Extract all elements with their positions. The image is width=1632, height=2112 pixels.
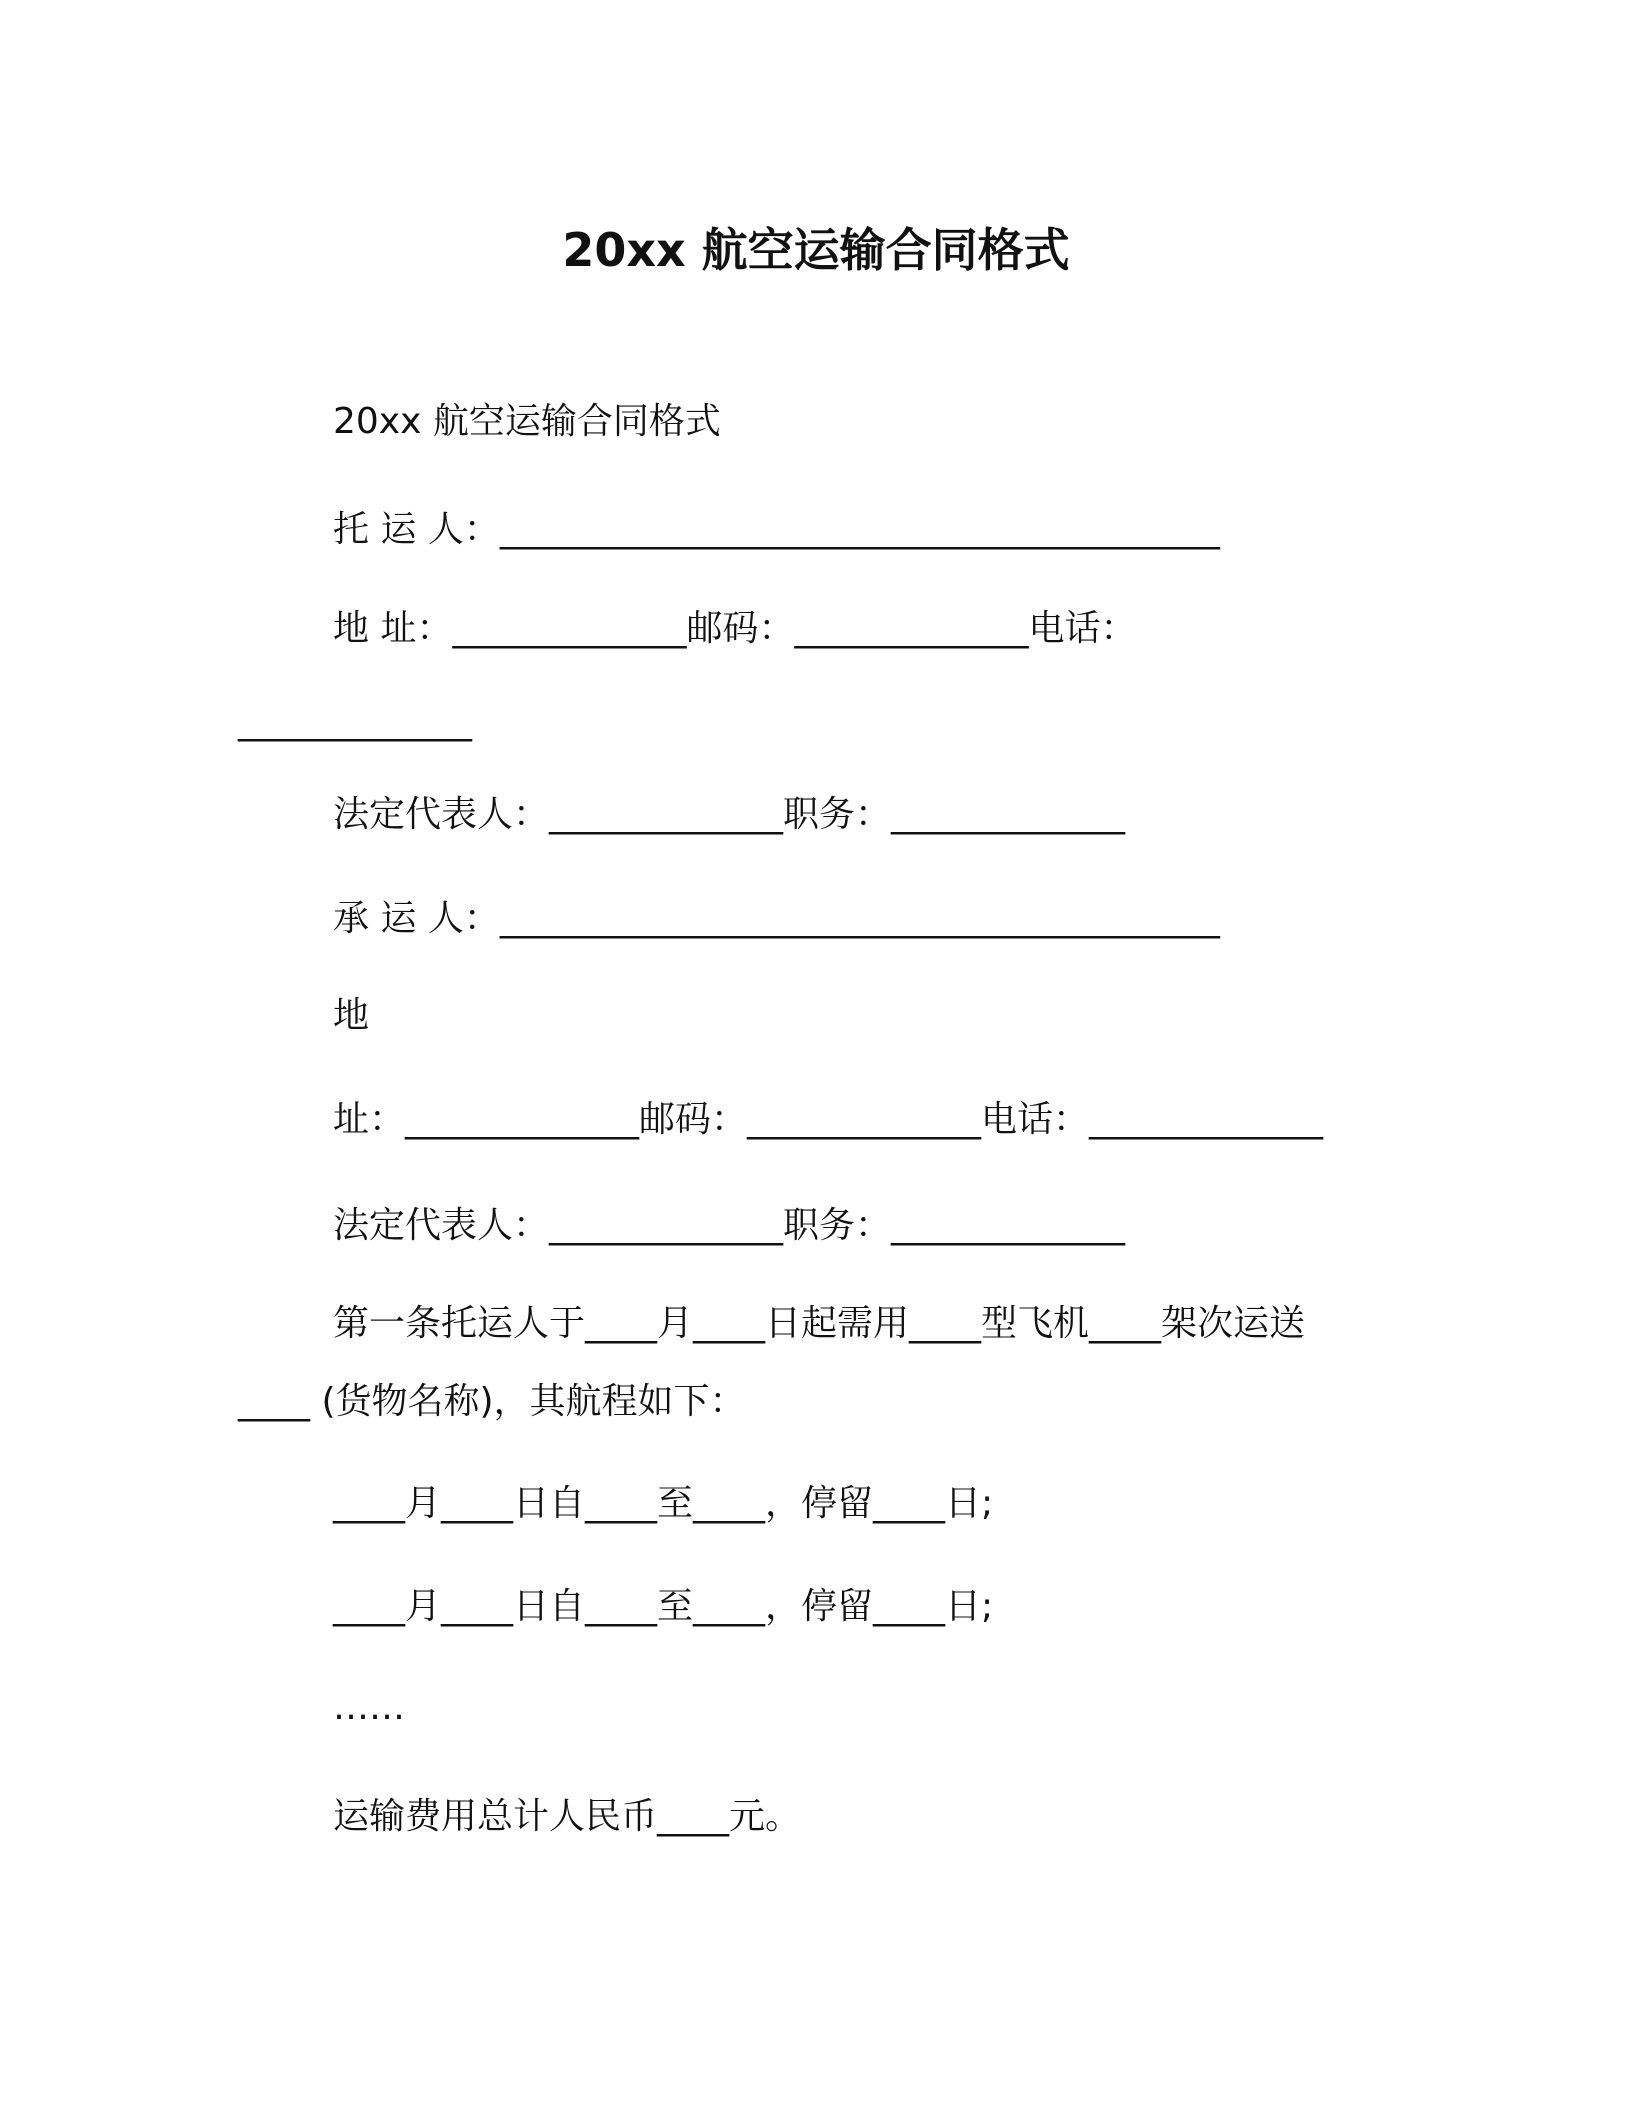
carrier-legal-rep-line: 法定代表人：_____________职务：_____________ [333, 1205, 1126, 1246]
shipper-phone-continuation: _____________ [238, 701, 472, 742]
route-line-2: ____月____日自____至____，停留____日; [333, 1586, 994, 1627]
route-line-1: ____月____日自____至____，停留____日; [333, 1483, 994, 1524]
article-1-line: 第一条托运人于____月____日起需用____型飞机____架次运送 [333, 1303, 1306, 1344]
ellipsis-line: …… [333, 1687, 405, 1728]
shipper-legal-rep-line: 法定代表人：_____________职务：_____________ [333, 794, 1126, 835]
document-title: 20xx 航空运输合同格式 [562, 223, 1070, 277]
shipper-address-line: 地 址：_____________邮码：_____________电话： [333, 608, 1137, 649]
subtitle-line: 20xx 航空运输合同格式 [333, 401, 721, 442]
carrier-line: 承 运 人：________________________________________ [333, 898, 1220, 939]
shipper-line: 托 运 人：________________________________________ [333, 509, 1220, 550]
article-1-continuation: ____ (货物名称)，其航程如下： [238, 1381, 746, 1422]
carrier-address-label: 地 [333, 995, 370, 1036]
total-fee-line: 运输费用总计人民币____元。 [333, 1796, 802, 1837]
carrier-address-line: 址：_____________邮码：_____________电话：_____________ [333, 1099, 1324, 1140]
